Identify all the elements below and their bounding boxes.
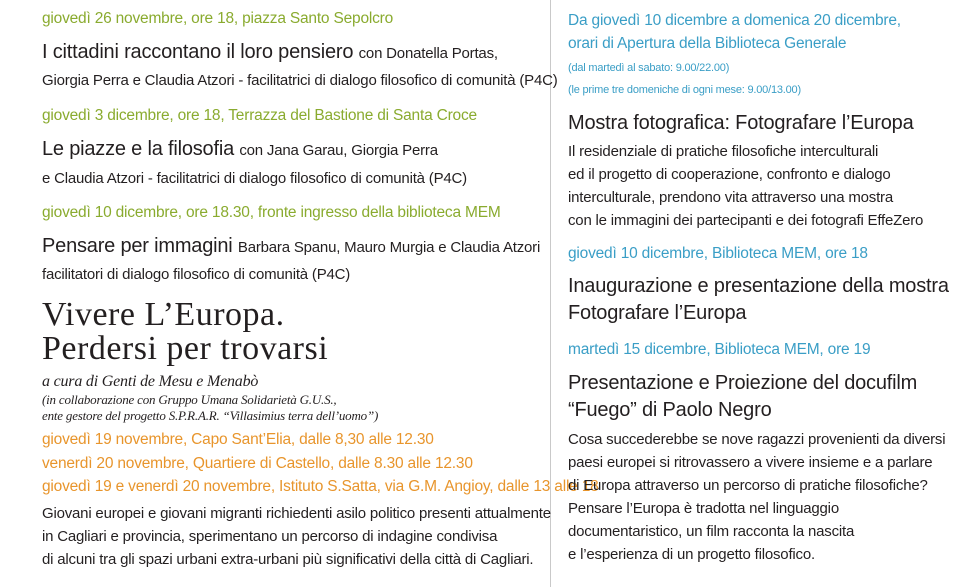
exhibit-desc-line3: interculturale, prendono vita attraverso una mostra xyxy=(568,189,893,206)
event2-guests-line1: con Jana Garau, Giorgia Perra xyxy=(239,142,438,159)
project-heading-line1: Vivere L’Europa. xyxy=(42,296,285,333)
project-date2: venerdì 20 novembre, Quartiere di Castello, dalle 8.30 alle 12.30 xyxy=(42,455,473,472)
project-date3: giovedì 19 e venerdì 20 novembre, Istituto S.Satta, via G.M. Angioy, dalle 13 alle 18 xyxy=(42,478,599,495)
film-desc-line1: Cosa succederebbe se nove ragazzi provenienti da diversi xyxy=(568,431,946,448)
exhibit-desc-line2: ed il progetto di cooperazione, confronto e dialogo xyxy=(568,166,891,183)
film-desc-line5: documentaristico, un film racconta la nascita xyxy=(568,523,855,540)
film-date: martedì 15 dicembre, Biblioteca MEM, ore 19 xyxy=(568,341,871,358)
event3-title: Pensare per immagini xyxy=(42,235,233,257)
film-title-line2: “Fuego” di Paolo Negro xyxy=(568,399,772,421)
project-heading-line2: Perdersi per trovarsi xyxy=(42,330,329,367)
event2-guests-line2: e Claudia Atzori - facilitatrici di dialogo filosofico di comunità (P4C) xyxy=(42,170,467,187)
inauguration-date: giovedì 10 dicembre, Biblioteca MEM, ore 18 xyxy=(568,245,868,262)
project-desc-line1: Giovani europei e giovani migranti richiedenti asilo politico presenti attualmente xyxy=(42,505,551,522)
event3-date: giovedì 10 dicembre, ore 18.30, fronte ingresso della biblioteca MEM xyxy=(42,204,501,221)
exhibit-desc-line4: con le immagini dei partecipanti e dei fotografi EffeZero xyxy=(568,212,924,229)
exhibit-hours1: (dal martedì al sabato: 9.00/22.00) xyxy=(568,62,730,74)
film-title-line1: Presentazione e Proiezione del docufilm xyxy=(568,372,918,394)
event3-guests-line1: Barbara Spanu, Mauro Murgia e Claudia Atzori xyxy=(237,239,541,256)
project-collab-line1: (in collaborazione con Gruppo Umana Solidarietà G.U.S., xyxy=(42,392,337,407)
inauguration-title-line1: Inaugurazione e presentazione della mostra xyxy=(568,275,949,297)
event1-title: I cittadini raccontano il loro pensiero xyxy=(42,41,354,63)
film-desc-line3: di Europa attraverso un percorso di pratiche filosofiche? xyxy=(568,477,928,494)
event1-title-line xyxy=(42,41,498,64)
exhibit-date-line2: orari di Apertura della Biblioteca Generale xyxy=(568,35,847,52)
project-curated-by: a cura di Genti de Mesu e Menabò xyxy=(42,373,259,390)
event2-title-line xyxy=(42,138,438,161)
event1-guests-line1: con Donatella Portas, xyxy=(358,45,498,62)
event1-date: giovedì 26 novembre, ore 18, piazza Santo Sepolcro xyxy=(42,10,394,27)
event2-title: Le piazze e la filosofia xyxy=(42,138,234,160)
event3-title-line xyxy=(42,235,540,258)
inauguration-title-line2: Fotografare l’Europa xyxy=(568,302,747,324)
film-desc-line6: e l’esperienza di un progetto filosofico. xyxy=(568,546,815,563)
exhibit-hours2: (le prime tre domeniche di ogni mese: 9.00/13.00) xyxy=(568,84,801,96)
event3-guests-line2: facilitatori di dialogo filosofico di comunità (P4C) xyxy=(42,266,351,283)
project-desc-line2: in Cagliari e provincia, sperimentano un percorso di indagine condivisa xyxy=(42,528,498,545)
exhibit-date-line1: Da giovedì 10 dicembre a domenica 20 dicembre, xyxy=(568,12,901,29)
event2-date: giovedì 3 dicembre, ore 18, Terrazza del Bastione di Santa Croce xyxy=(42,107,477,124)
project-date1: giovedì 19 novembre, Capo Sant’Elia, dalle 8,30 alle 12.30 xyxy=(42,431,434,448)
film-desc-line2: paesi europei si ritrovassero a vivere insieme e a parlare xyxy=(568,454,933,471)
film-desc-line4: Pensare l’Europa è tradotta nel linguaggio xyxy=(568,500,839,517)
exhibit-desc-line1: Il residenziale di pratiche filosofiche interculturali xyxy=(568,143,879,160)
exhibit-title: Mostra fotografica: Fotografare l’Europa xyxy=(568,112,914,134)
event1-guests-line2: Giorgia Perra e Claudia Atzori - facilitatrici di dialogo filosofico di comunità (P4C) xyxy=(42,72,558,89)
project-collab-line2: ente gestore del progetto S.P.R.A.R. “Villasimius terra dell’uomo”) xyxy=(42,408,379,423)
project-desc-line3: di alcuni tra gli spazi urbani extra-urbani più significativi della città di Cagliari. xyxy=(42,551,534,568)
